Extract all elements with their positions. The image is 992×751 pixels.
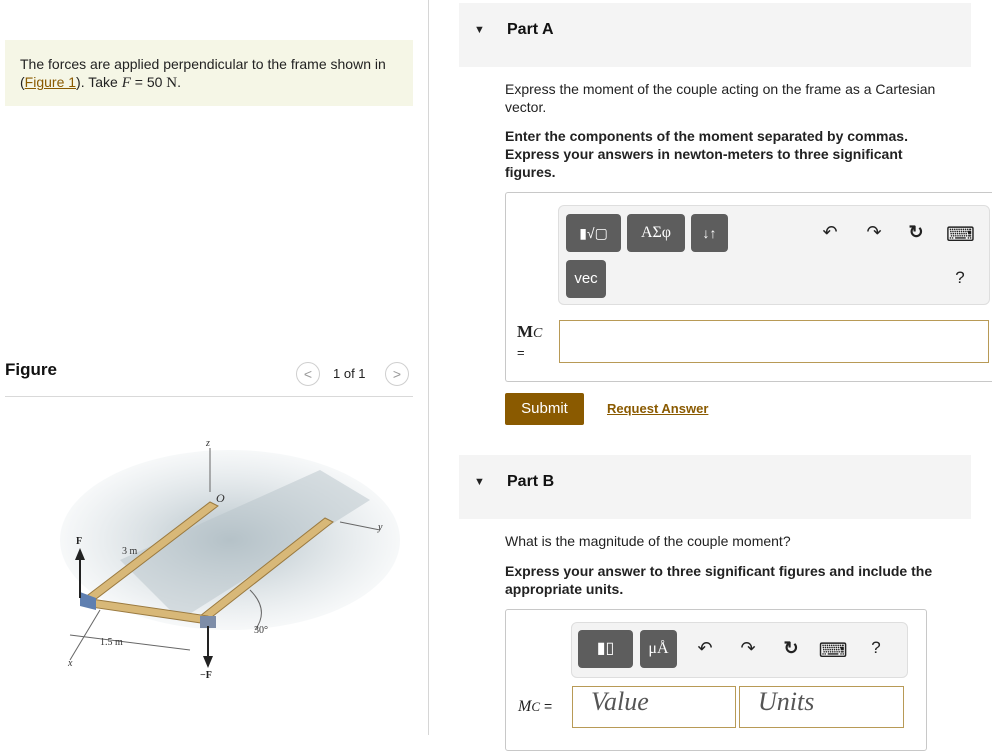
part-b-mc-equals: = xyxy=(544,698,553,714)
mc-label-sub: C xyxy=(533,326,543,341)
units-input[interactable] xyxy=(739,686,904,728)
problem-period: . xyxy=(177,74,182,90)
label-o: O xyxy=(216,491,225,505)
label-x: x xyxy=(68,658,73,669)
part-b-question: What is the magnitude of the couple moment? xyxy=(505,533,791,549)
label-length-3m: 3 m xyxy=(122,546,138,557)
force-variable: F xyxy=(121,75,131,91)
figure-title: Figure xyxy=(5,360,57,379)
part-b-templates-button[interactable]: ▮▯ xyxy=(578,630,633,668)
part-a-collapse-icon[interactable]: ▼ xyxy=(474,24,485,36)
problem-text-after: ). Take xyxy=(76,74,118,90)
label-force-f: F xyxy=(76,536,83,547)
problem-statement xyxy=(20,55,405,92)
undo-icon[interactable]: ↶ xyxy=(822,222,838,242)
figure-counter: 1 of 1 xyxy=(333,366,366,381)
figure-next-button[interactable]: > xyxy=(385,362,409,386)
subscript-button[interactable]: ↓↑ xyxy=(691,214,728,252)
force-unit: N xyxy=(166,75,178,91)
frame-figure xyxy=(40,430,410,690)
label-angle: 30° xyxy=(254,625,268,636)
mc-vector-input[interactable] xyxy=(559,320,989,363)
request-answer-link[interactable]: Request Answer xyxy=(607,401,709,416)
column-divider xyxy=(428,0,429,735)
label-y: y xyxy=(378,522,383,533)
label-z: z xyxy=(206,438,210,449)
part-b-help-icon[interactable]: ? xyxy=(871,638,881,657)
value-placeholder: Value xyxy=(591,687,649,716)
part-a-toolbar xyxy=(558,205,990,305)
figure-divider xyxy=(5,396,413,397)
part-b-keyboard-icon[interactable]: ⌨ xyxy=(818,640,848,662)
help-icon[interactable]: ? xyxy=(955,268,965,287)
vector-button[interactable]: vec xyxy=(566,260,606,298)
part-b-reset-icon[interactable]: ↻ xyxy=(783,638,799,658)
redo-icon[interactable]: ↷ xyxy=(866,222,882,242)
label-force-neg-f: −F xyxy=(200,670,212,681)
problem-text-before: The forces are applied perpendicular to the frame shown in ( xyxy=(20,56,386,90)
part-b-collapse-icon[interactable]: ▼ xyxy=(474,476,485,488)
mc-label xyxy=(517,322,542,342)
part-b-instructions: Express your answer to three significant figures and include the appropriate units. xyxy=(505,563,933,597)
x-axis xyxy=(70,610,100,660)
part-a-title: Part A xyxy=(507,21,554,38)
greek-symbols-button[interactable]: ΑΣφ xyxy=(627,214,685,252)
part-b-redo-icon[interactable]: ↷ xyxy=(740,638,756,658)
part-b-undo-icon[interactable]: ↶ xyxy=(697,638,713,658)
part-a-instructions: Enter the components of the moment separated by commas. Express your answers in newton-meters to three significant figures. xyxy=(505,128,908,180)
submit-button[interactable]: Submit xyxy=(505,393,584,425)
part-a-question: Express the moment of the couple acting on the frame as a Cartesian vector. xyxy=(505,81,936,115)
mc-equals: = xyxy=(517,345,525,360)
units-button[interactable]: μÅ xyxy=(640,630,677,668)
force-down-arrowhead xyxy=(203,656,213,668)
label-length-1-5m: 1.5 m xyxy=(100,637,123,648)
part-b-mc-label-sub: C xyxy=(531,699,540,714)
value-input[interactable] xyxy=(572,686,736,728)
units-placeholder: Units xyxy=(758,687,815,716)
force-equals: = 50 xyxy=(130,74,167,90)
templates-button[interactable]: ▮√▢ xyxy=(566,214,621,252)
figure-link[interactable]: Figure 1 xyxy=(24,74,77,90)
mc-label-main: M xyxy=(517,322,534,341)
dimension-1-5m xyxy=(70,635,190,650)
part-b-mc-label xyxy=(518,698,552,716)
reset-icon[interactable]: ↻ xyxy=(908,222,924,242)
keyboard-icon[interactable]: ⌨ xyxy=(946,224,975,246)
part-b-title: Part B xyxy=(507,473,555,490)
figure-prev-button[interactable]: < xyxy=(296,362,320,386)
part-b-mc-label-main: M xyxy=(518,698,532,715)
